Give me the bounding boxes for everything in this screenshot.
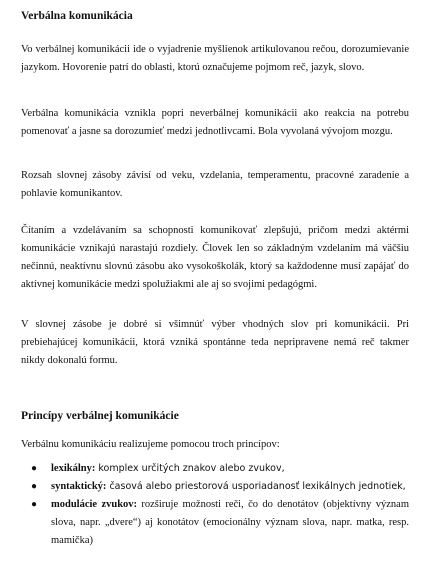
paragraph-4: Čítaním a vzdelávaním sa schopnosti komunikovať zlepšujú, pričom medzi aktérmi komunikácie vznikajú narastajú rozdiely. Človek len so základným vzdelaním má väčšiu nečinnú, neaktívnu slovnú zásobu ako vysokoškolák, ktorý sa každodenne musí zapájať do aktívnej komunikácie medzi spolužiakmi ale aj so svojimi pedagógmi. [21, 225, 409, 290]
paragraph-3: Rozsah slovnej zásoby závisí od veku, vzdelania, temperamentu, pracovné zaradenie a pohlavie komunikantov. [21, 170, 409, 199]
list-item-text: rozširuje možnosti reči, čo do denotátov (objektívny význam slova, napr. „dvere“) aj konotátov (emocionálny význam slova, napr. matka, resp. mamička) [51, 499, 409, 546]
list-item-term: modulácie zvukov: [51, 499, 138, 510]
section-heading-principy: Princípy verbálnej komunikácie [21, 410, 179, 422]
bullet-icon: ● [31, 481, 38, 492]
list-item [21, 496, 409, 550]
list-item-text: časová alebo priestorová usporiadanosť lexikálnych jednotiek, [106, 481, 406, 492]
list-item-term: lexikálny: [51, 463, 96, 474]
paragraph-1: Vo verbálnej komunikácii ide o vyjadrenie myšlienok artikulovanou rečou, dorozumievanie jazykom. Hovorenie patrí do oblasti, ktorú označujeme pojmom reč, jazyk, slovo. [21, 44, 409, 73]
list-item-text: komplex určitých znakov alebo zvukov, [95, 463, 285, 474]
principles-intro: Verbálnu komunikáciu realizujeme pomocou troch princípov: [21, 439, 280, 450]
paragraph-5: V slovnej zásobe je dobré si všimnúť výber vhodných slov pri komunikácii. Pri prebiehajúcej komunikácii, ktorá vzniká spontánne teda nepripravene nemá reč takmer nikdy dokonalú formu. [21, 319, 409, 366]
principles-list [21, 460, 409, 550]
bullet-icon: ● [31, 463, 38, 474]
list-item [21, 478, 409, 496]
section-heading-verbalna-komunikacia: Verbálna komunikácia [21, 10, 133, 22]
bullet-icon: ● [31, 499, 38, 510]
paragraph-2: Verbálna komunikácia vznikla popri neverbálnej komunikácii ako reakcia na potrebu pomenovať a jasne sa dorozumieť medzi jednotlivcami. Bola vyvolaná vývojom mozgu. [21, 108, 409, 137]
list-item-term: syntaktický: [51, 481, 107, 492]
list-item [21, 460, 409, 478]
